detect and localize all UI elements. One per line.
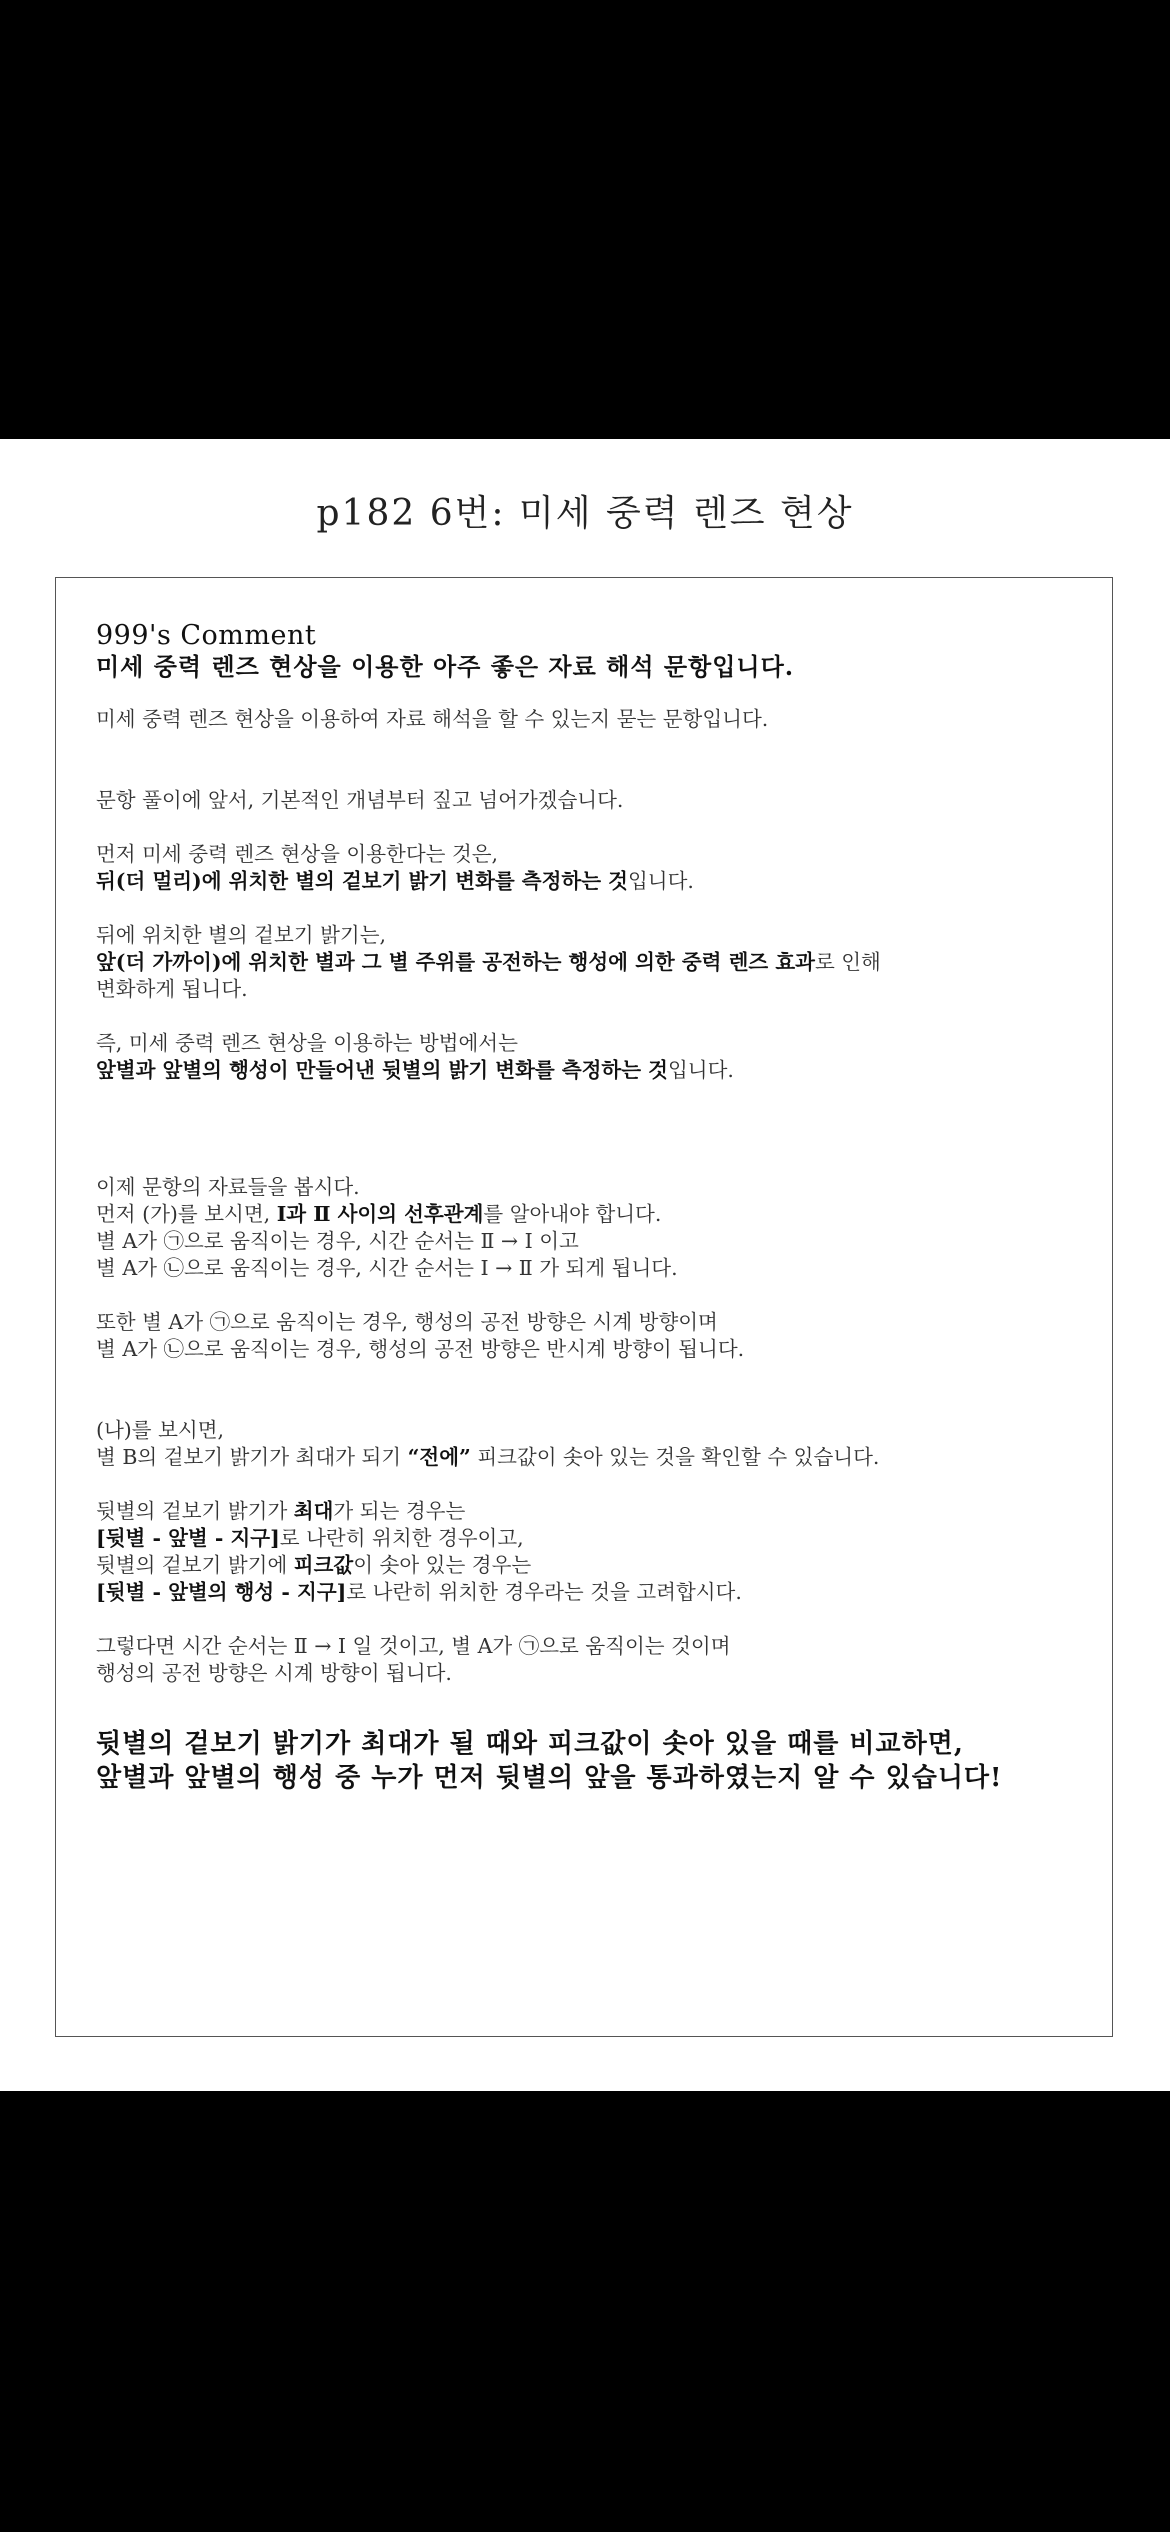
paragraph-4-line-3: 별 A가 ㉠으로 움직이는 경우, 시간 순서는 Ⅱ → Ⅰ 이고 (96, 1229, 579, 1253)
emphasis-text: 최대 (293, 1499, 334, 1523)
paragraph-4-line-2 (96, 1201, 1096, 1228)
paragraph-4-line-1: 이제 문항의 자료들을 봅시다. (96, 1175, 360, 1199)
plain-text: 로 인해 (814, 950, 881, 974)
paragraph-7-line-2 (96, 1525, 1096, 1552)
emphasis-text: [뒷별 - 앞별의 행성 - 지구] (96, 1580, 347, 1604)
comment-box (55, 577, 1113, 2037)
paragraph-2-line-3: 변화하게 됩니다. (96, 977, 248, 1001)
plain-text: 로 나란히 위치한 경우이고, (279, 1526, 524, 1550)
comment-heading: 999's Comment (96, 620, 317, 651)
emphasis-text: 앞(더 가까이)에 위치한 별과 그 별 주위를 공전하는 행성에 의한 중력 렌즈 효과 (96, 950, 815, 974)
emphasis-text: Ⅰ과 Ⅱ 사이의 선후관계 (276, 1202, 484, 1226)
paragraph-7-line-4 (96, 1579, 1096, 1606)
paragraph-1-line-2 (96, 868, 1096, 895)
emphasis-text: 앞별과 앞별의 행성이 만들어낸 뒷별의 밝기 변화를 측정하는 것 (96, 1058, 668, 1082)
conclusion-line-1: 뒷별의 겉보기 밝기가 최대가 될 때와 피크값이 솟아 있을 때를 비교하면, (96, 1729, 964, 1759)
paragraph-7-line-3 (96, 1552, 1096, 1579)
paragraph-2-line-2 (96, 949, 1096, 976)
plain-text: 뒷별의 겉보기 밝기가 (96, 1499, 294, 1523)
plain-text: 를 알아내야 합니다. (483, 1202, 662, 1226)
plain-text: 별 B의 겉보기 밝기가 최대가 되기 (96, 1445, 408, 1469)
paragraph-3-line-1: 즉, 미세 중력 렌즈 현상을 이용하는 방법에서는 (96, 1031, 518, 1055)
emphasis-text: 뒤(더 멀리)에 위치한 별의 겉보기 밝기 변화를 측정하는 것 (96, 869, 628, 893)
emphasis-text: “전에” (407, 1445, 471, 1469)
paragraph-8-line-1: 그렇다면 시간 순서는 Ⅱ → Ⅰ 일 것이고, 별 A가 ㉠으로 움직이는 것이며 (96, 1634, 731, 1658)
comment-content (96, 620, 1096, 1795)
paragraph-5-line-1: 또한 별 A가 ㉠으로 움직이는 경우, 행성의 공전 방향은 시계 방향이며 (96, 1310, 718, 1334)
plain-text: 피크값이 솟아 있는 것을 확인할 수 있습니다. (470, 1445, 880, 1469)
basics-text: 문항 풀이에 앞서, 기본적인 개념부터 짚고 넘어가겠습니다. (96, 788, 624, 812)
document-page (0, 439, 1170, 2091)
paragraph-8-line-2: 행성의 공전 방향은 시계 방향이 됩니다. (96, 1661, 452, 1685)
plain-text: 가 되는 경우는 (333, 1499, 466, 1523)
emphasis-text: 피크값 (293, 1553, 354, 1577)
paragraph-6-line-1: (나)를 보시면, (96, 1418, 225, 1442)
plain-text: 뒷별의 겉보기 밝기에 (96, 1553, 294, 1577)
plain-text: 입니다. (627, 869, 694, 893)
plain-text: 먼저 (가)를 보시면, (96, 1202, 277, 1226)
plain-text: 입니다. (667, 1058, 734, 1082)
paragraph-7-line-1 (96, 1498, 1096, 1525)
comment-subtitle: 미세 중력 렌즈 현상을 이용한 아주 좋은 자료 해석 문항입니다. (96, 652, 795, 681)
paragraph-1-line-1: 먼저 미세 중력 렌즈 현상을 이용한다는 것은, (96, 842, 499, 866)
paragraph-5-line-2: 별 A가 ㉡으로 움직이는 경우, 행성의 공전 방향은 반시계 방향이 됩니다. (96, 1337, 745, 1361)
plain-text: 이 솟아 있는 경우는 (353, 1553, 532, 1577)
intro-text: 미세 중력 렌즈 현상을 이용하여 자료 해석을 할 수 있는지 묻는 문항입니다. (96, 707, 769, 731)
paragraph-6-line-2 (96, 1444, 1096, 1471)
paragraph-2-line-1: 뒤에 위치한 별의 겉보기 밝기는, (96, 923, 387, 947)
emphasis-text: [뒷별 - 앞별 - 지구] (96, 1526, 280, 1550)
paragraph-4-line-4: 별 A가 ㉡으로 움직이는 경우, 시간 순서는 Ⅰ → Ⅱ 가 되게 됩니다. (96, 1256, 678, 1280)
paragraph-3-line-2 (96, 1057, 1096, 1084)
conclusion-line-2: 앞별과 앞별의 행성 중 누가 먼저 뒷별의 앞을 통과하였는지 알 수 있습니다! (96, 1763, 1003, 1793)
page-title: p182 6번: 미세 중력 렌즈 현상 (316, 493, 854, 534)
plain-text: 로 나란히 위치한 경우라는 것을 고려합시다. (346, 1580, 742, 1604)
